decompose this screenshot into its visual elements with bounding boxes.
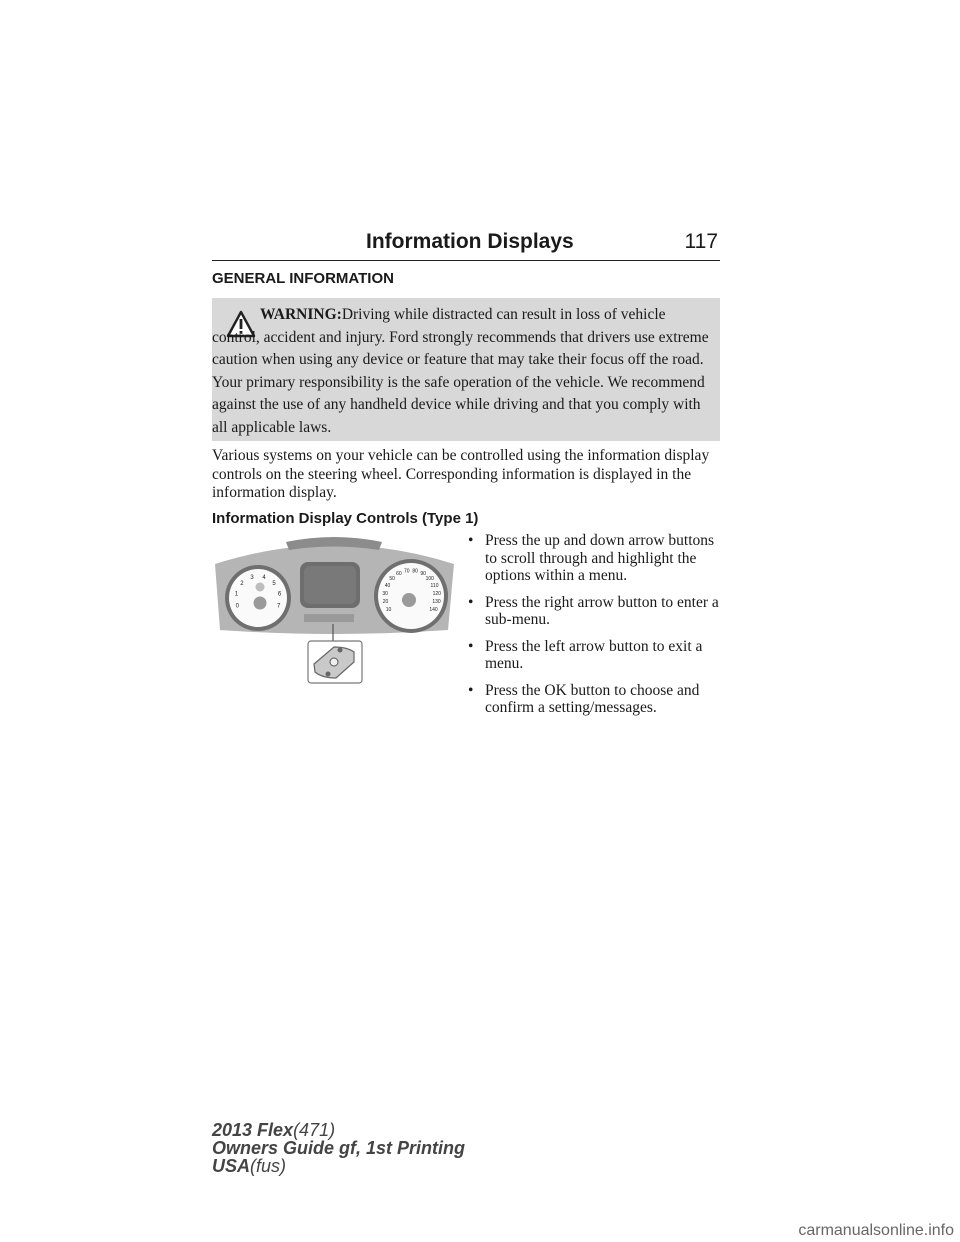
list-item: • Press the up and down arrow buttons to scroll through and highlight the options within a menu. xyxy=(468,532,715,584)
warning-body: Driving while distracted can result in loss of vehicle control, accident and injury. Ford strongly recommends that drivers use extreme caution when using any device or feature that may take their focus off the road. Your primary responsibility is the safe operation of the vehicle. We recommend against the use of any handheld device while driving and that you comply with all applicable laws. xyxy=(212,306,709,436)
speedometer-label: 120 xyxy=(432,590,441,597)
document-footer xyxy=(212,1121,465,1175)
instrument-cluster-figure xyxy=(212,534,457,684)
control-instructions-list xyxy=(466,532,720,726)
speedometer-label: 10 xyxy=(385,607,392,613)
subsection-heading: Information Display Controls (Type 1) xyxy=(212,510,479,527)
speedometer-label: 70 xyxy=(404,568,410,575)
footer-model: 2013 Flex xyxy=(212,1120,294,1140)
speedometer-label: 130 xyxy=(432,599,441,606)
intro-paragraph: Various systems on your vehicle can be controlled using the information display controls on the steering wheel. Corresponding information is displayed in the information display. xyxy=(212,447,710,501)
speedometer-label: 60 xyxy=(396,571,402,577)
speedometer-label: 20 xyxy=(382,599,389,606)
warning-label: WARNING: xyxy=(260,306,342,323)
bullet-icon: • xyxy=(468,637,474,655)
speedometer-label: 30 xyxy=(382,590,388,597)
speedometer-label: 140 xyxy=(429,607,438,613)
tachometer xyxy=(225,565,291,631)
list-item: • Press the left arrow button to exit a menu. xyxy=(468,637,703,672)
speedometer-label: 90 xyxy=(420,571,426,577)
bullet-icon: • xyxy=(468,681,474,699)
section-heading: GENERAL INFORMATION xyxy=(212,270,394,287)
tachometer-label: 1 xyxy=(234,591,239,598)
footer-region: USA xyxy=(212,1156,251,1176)
footer-region-code: (fus) xyxy=(250,1156,287,1176)
bullet-icon: • xyxy=(468,593,474,611)
tachometer-label: 5 xyxy=(272,581,276,587)
tachometer-label: 7 xyxy=(277,603,281,610)
ok-button xyxy=(330,658,338,666)
warning-box xyxy=(212,298,720,441)
tachometer-label: 6 xyxy=(277,591,282,598)
footer-model-code: (471) xyxy=(293,1120,336,1140)
list-item: • Press the right arrow button to enter a sub-menu. xyxy=(468,593,719,628)
tachometer-label: 0 xyxy=(235,603,239,610)
tachometer-label: 4 xyxy=(262,574,266,581)
speedometer-label: 50 xyxy=(389,576,395,582)
page-title: Information Displays xyxy=(366,230,574,253)
watermark: carmanualsonline.info xyxy=(798,1222,954,1239)
bullet-icon: • xyxy=(468,532,474,549)
tachometer-label: 3 xyxy=(250,574,254,581)
speedometer-label: 100 xyxy=(425,576,434,582)
list-item: • Press the OK button to choose and confirm a setting/messages. xyxy=(468,681,700,716)
page-header xyxy=(212,226,720,261)
speedometer-label: 110 xyxy=(430,582,439,589)
footer-guide: Owners Guide gf, 1st Printing xyxy=(212,1138,466,1158)
page-number: 117 xyxy=(684,230,718,253)
speedometer xyxy=(374,559,448,633)
tachometer-label: 2 xyxy=(240,581,244,587)
speedometer-label: 40 xyxy=(384,582,391,589)
warning-text xyxy=(212,304,712,439)
speedometer-label: 80 xyxy=(412,568,418,575)
